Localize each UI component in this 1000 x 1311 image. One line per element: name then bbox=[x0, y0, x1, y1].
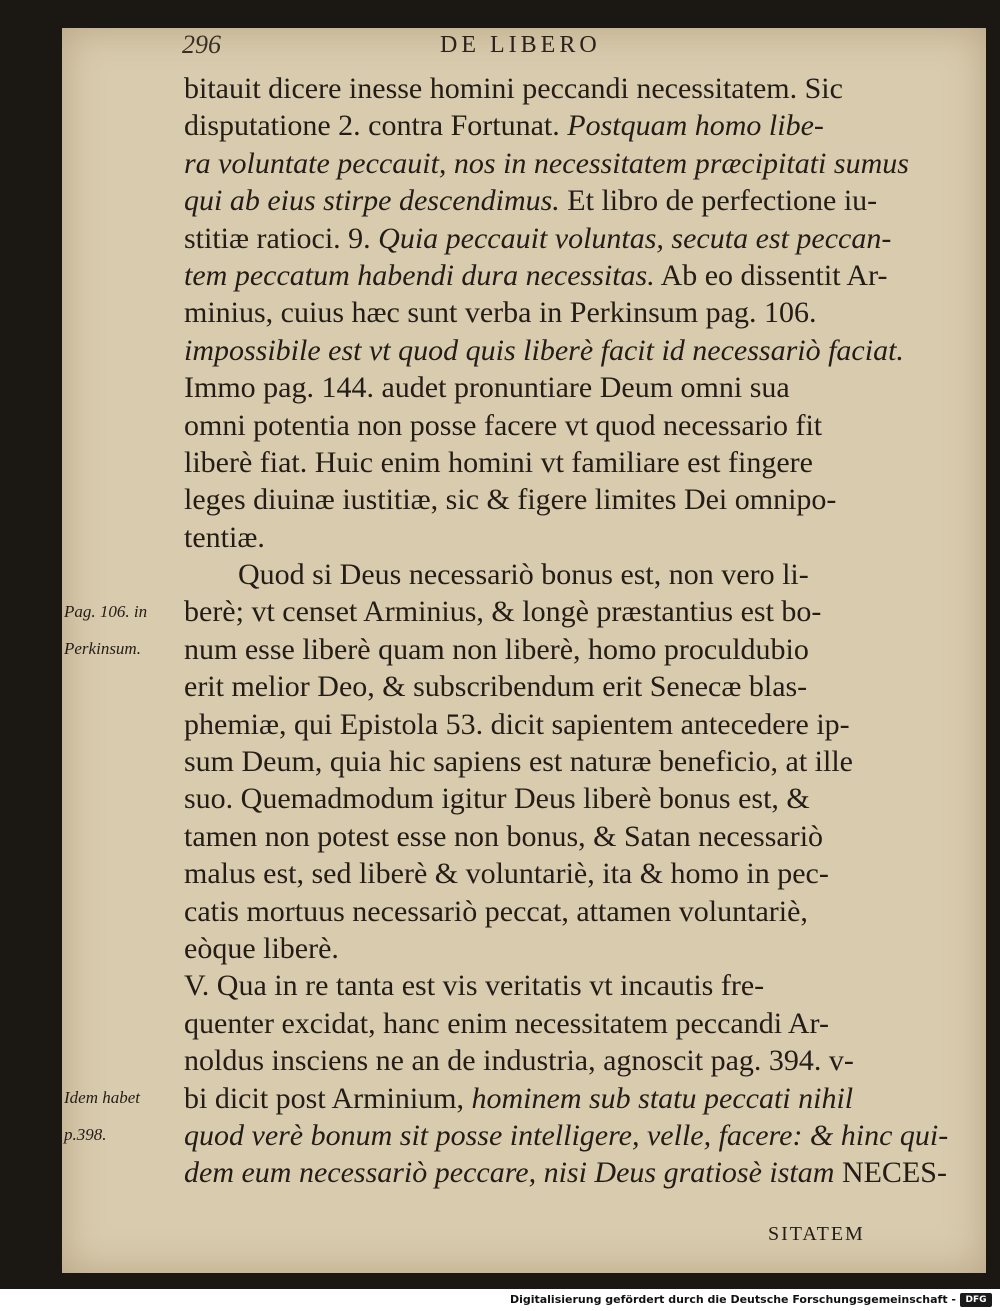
marginal-note: Idem habet bbox=[64, 1087, 141, 1107]
text-span: eòque liberè. bbox=[184, 931, 339, 965]
text-line bbox=[184, 706, 904, 743]
text-line bbox=[184, 70, 904, 107]
italic-quotation: Quia peccauit voluntas, secuta est peccan- bbox=[378, 221, 892, 255]
italic-quotation: tem peccatum habendi dura necessitas. bbox=[184, 258, 655, 292]
text-line bbox=[184, 369, 904, 406]
text-span: malus est, sed liberè & voluntariè, ita & homo in pec- bbox=[184, 857, 829, 891]
italic-quotation: quod verè bonum sit posse intelligere, velle, facere: & hinc qui- bbox=[184, 1118, 949, 1152]
text-span: leges diuinæ iustitiæ, sic & figere limites Dei omnipo- bbox=[184, 483, 837, 517]
text-span: sum Deum, quia hic sapiens est naturæ beneficio, at ille bbox=[184, 745, 853, 779]
italic-quotation: Postquam homo libe- bbox=[567, 109, 824, 143]
text-span: Quod si Deus necessariò bonus est, non vero li- bbox=[238, 558, 809, 592]
text-span: Ab eo dissentit Ar- bbox=[654, 258, 888, 292]
italic-quotation: impossibile est vt quod quis liberè facit id necessariò faciat. bbox=[184, 333, 904, 367]
text-line bbox=[184, 407, 904, 444]
text-span: V. Qua in re tanta est vis veritatis vt incautis fre- bbox=[184, 969, 765, 1003]
text-line bbox=[184, 668, 904, 705]
text-line bbox=[184, 818, 904, 855]
text-line bbox=[184, 593, 904, 630]
text-span: phemiæ, qui Epistola 53. dicit sapientem antecedere ip- bbox=[184, 707, 850, 741]
text-span: NECES- bbox=[834, 1156, 947, 1190]
catchword: SITATEM bbox=[768, 1223, 865, 1245]
text-span: liberè fiat. Huic enim homini vt familiare est fingere bbox=[184, 445, 813, 479]
body-text bbox=[184, 70, 949, 1192]
running-head: DE LIBERO bbox=[440, 32, 601, 58]
italic-quotation: qui ab eius stirpe descendimus. bbox=[184, 184, 560, 218]
text-span: bitauit dicere inesse homini peccandi necessitatem. Sic bbox=[184, 72, 843, 105]
text-line bbox=[184, 481, 904, 518]
book-page bbox=[62, 28, 986, 1273]
text-line bbox=[184, 743, 904, 780]
marginal-note: Pag. 106. in bbox=[64, 601, 148, 621]
text-span: omni potentia non posse facere vt quod necessario fit bbox=[184, 408, 823, 442]
text-span: tamen non potest esse non bonus, & Satan necessariò bbox=[184, 819, 824, 853]
text-line bbox=[184, 930, 904, 967]
text-span: bi dicit post Arminium, bbox=[184, 1081, 472, 1115]
text-span: stitiæ ratioci. 9. bbox=[184, 221, 379, 255]
text-span: disputatione 2. contra Fortunat. bbox=[184, 109, 568, 143]
text-span: suo. Quemadmodum igitur Deus liberè bonus est, & bbox=[184, 782, 810, 816]
text-line bbox=[184, 556, 904, 593]
dfg-logo-icon: DFG bbox=[960, 1293, 992, 1307]
text-line bbox=[184, 855, 904, 892]
text-span: minius, cuius hæc sunt verba in Perkinsum pag. 106. bbox=[184, 296, 817, 330]
text-line bbox=[184, 631, 904, 668]
text-span: Immo pag. 144. audet pronuntiare Deum omni sua bbox=[184, 371, 790, 405]
text-line bbox=[184, 107, 904, 144]
text-line bbox=[184, 893, 904, 930]
text-line bbox=[184, 145, 909, 182]
italic-quotation: ra voluntate peccauit, nos in necessitatem præcipitati sumus bbox=[184, 146, 909, 180]
text-line bbox=[184, 967, 904, 1004]
italic-quotation: dem eum necessariò peccare, nisi Deus gratiosè istam bbox=[184, 1156, 835, 1190]
text-span: noldus insciens ne an de industria, agnoscit pag. 394. v- bbox=[184, 1044, 854, 1078]
text-line bbox=[184, 1117, 949, 1154]
text-span: quenter excidat, hanc enim necessitatem peccandi Ar- bbox=[184, 1006, 829, 1040]
text-line bbox=[184, 257, 904, 294]
text-line bbox=[184, 444, 904, 481]
text-span: tentiæ. bbox=[184, 520, 265, 554]
text-line bbox=[184, 220, 904, 257]
text-line bbox=[184, 294, 904, 331]
text-line bbox=[184, 332, 904, 369]
text-span: berè; vt censet Arminius, & longè præstantius est bo- bbox=[184, 595, 822, 629]
text-span: catis mortuus necessariò peccat, attamen voluntariè, bbox=[184, 894, 808, 928]
text-span: erit melior Deo, & subscribendum erit Senecæ blas- bbox=[184, 670, 808, 704]
text-span: num esse liberè quam non liberè, homo proculdubio bbox=[184, 632, 809, 666]
text-line bbox=[184, 1154, 947, 1191]
italic-quotation: hominem sub statu peccati nihil bbox=[471, 1081, 854, 1115]
marginal-note: Perkinsum. bbox=[64, 639, 141, 658]
text-line bbox=[184, 519, 904, 556]
funding-notice: Digitalisierung gefördert durch die Deutsche Forschungsgemeinschaft - bbox=[509, 1293, 956, 1306]
text-line bbox=[184, 1042, 904, 1079]
marginal-note: p.398. bbox=[64, 1125, 107, 1145]
text-line bbox=[184, 1005, 904, 1042]
digitization-footer bbox=[0, 1291, 1000, 1311]
text-span: Et libro de perfectione iu- bbox=[559, 184, 878, 218]
text-line bbox=[184, 182, 904, 219]
page-number: 296 bbox=[182, 30, 221, 59]
text-line bbox=[184, 1080, 904, 1117]
text-line bbox=[184, 780, 904, 817]
